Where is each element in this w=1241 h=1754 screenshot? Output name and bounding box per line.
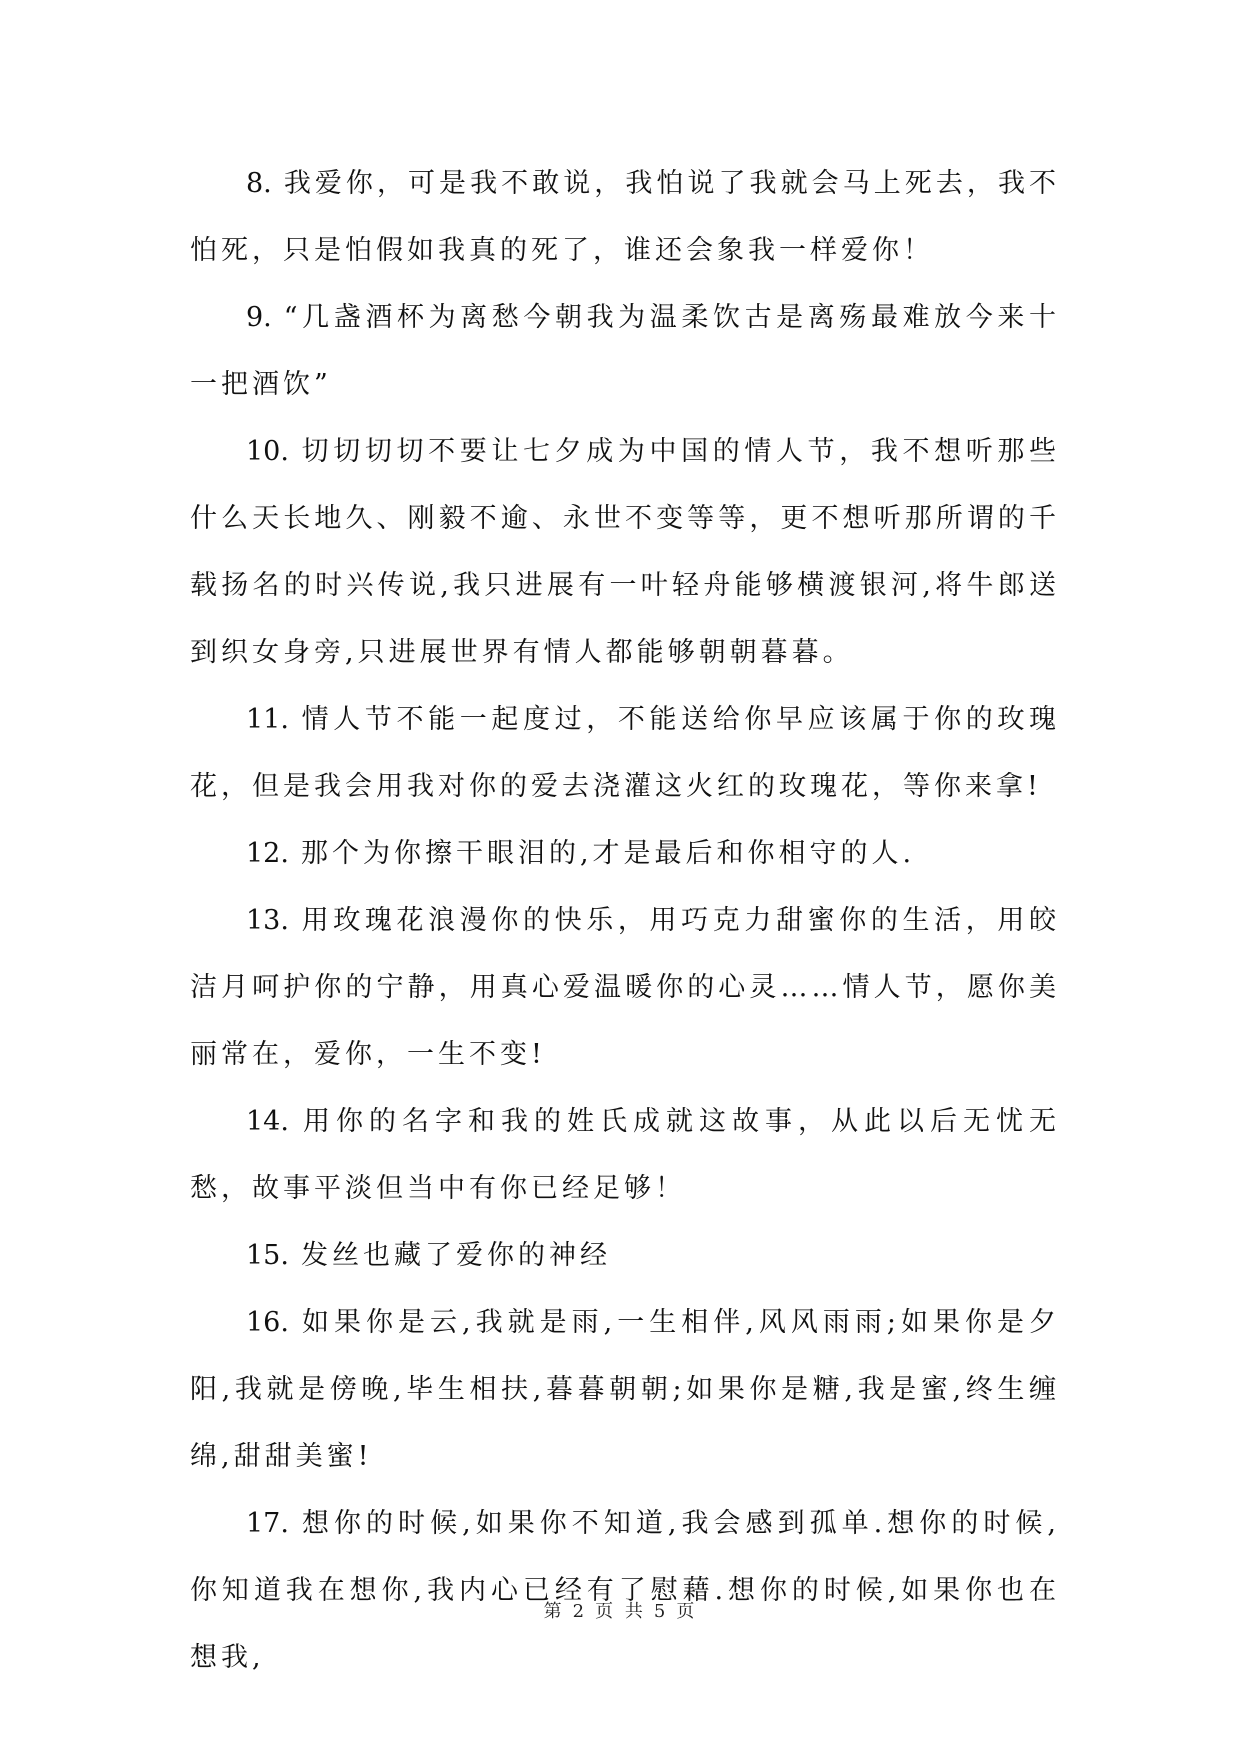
list-item <box>190 1088 1060 1222</box>
footer-suffix: 页 <box>676 1601 698 1622</box>
list-item <box>190 1222 1060 1289</box>
item-number: 10. <box>246 436 289 467</box>
item-text: 用玫瑰花浪漫你的快乐，用巧克力甜蜜你的生活，用皎洁月呵护你的宁静，用真心爱温暖你的心灵……情人节，愿你美丽常在，爱你，一生不变! <box>190 905 1060 1070</box>
item-text: 想你的时候,如果你不知道,我会感到孤单.想你的时候,你知道我在想你,我内心已经有了慰藉.想你的时候,如果你也在想我, <box>190 1508 1060 1673</box>
list-item <box>190 1289 1060 1490</box>
list-item <box>190 887 1060 1088</box>
current-page-number: 2 <box>572 1601 588 1622</box>
item-text: “几盏酒杯为离愁今朝我为温柔饮古是离殇最难放今来十一把酒饮” <box>190 302 1060 400</box>
item-text: 那个为你擦干眼泪的,才是最后和你相守的人. <box>300 838 916 869</box>
document-body <box>190 150 1060 1691</box>
list-item <box>190 284 1060 418</box>
item-number: 11. <box>246 704 289 735</box>
item-number: 13. <box>246 905 289 936</box>
list-item <box>190 686 1060 820</box>
item-text: 如果你是云,我就是雨,一生相伴,风风雨雨;如果你是夕阳,我就是傍晚,毕生相扶,暮暮朝朝;如果你是糖,我是蜜,终生缠绵,甜甜美蜜! <box>190 1307 1060 1472</box>
item-number: 17. <box>246 1508 289 1539</box>
item-number: 16. <box>246 1307 289 1338</box>
item-text: 用你的名字和我的姓氏成就这故事，从此以后无忧无愁，故事平淡但当中有你已经足够！ <box>190 1106 1060 1204</box>
item-text: 我爱你，可是我不敢说，我怕说了我就会马上死去，我不怕死，只是怕假如我真的死了，谁还会象我一样爱你！ <box>190 168 1060 266</box>
page-footer <box>0 1597 1241 1623</box>
item-text: 切切切切不要让七夕成为中国的情人节，我不想听那些什么天长地久、刚毅不逾、永世不变等等，更不想听那所谓的千载扬名的时兴传说,我只进展有一叶轻舟能够横渡银河,将牛郎送到织女身旁,只进展世界有情人都能够朝朝暮暮。 <box>190 436 1060 668</box>
footer-middle: 页 共 <box>595 1601 646 1622</box>
footer-prefix: 第 <box>543 1601 565 1622</box>
item-number: 14. <box>246 1106 289 1137</box>
item-text: 发丝也藏了爱你的神经 <box>300 1240 611 1271</box>
total-page-count: 5 <box>653 1601 669 1622</box>
item-number: 9. <box>246 302 272 333</box>
list-item <box>190 820 1060 887</box>
list-item <box>190 150 1060 284</box>
list-item <box>190 1490 1060 1691</box>
item-text: 情人节不能一起度过，不能送给你早应该属于你的玫瑰花，但是我会用我对你的爱去浇灌这火红的玫瑰花，等你来拿! <box>190 704 1060 802</box>
item-number: 15. <box>246 1240 289 1271</box>
item-number: 12. <box>246 838 289 869</box>
list-item <box>190 418 1060 686</box>
item-number: 8. <box>246 168 272 199</box>
